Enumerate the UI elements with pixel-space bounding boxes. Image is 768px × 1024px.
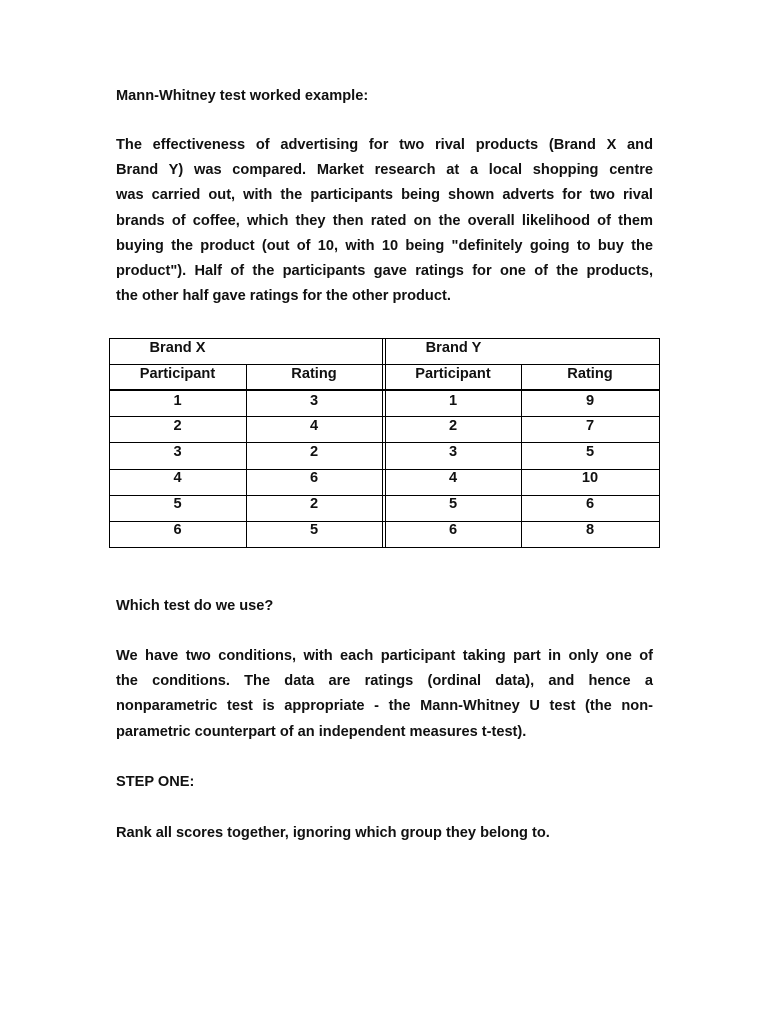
brand-y-participant-cell: 5: [448, 496, 458, 512]
column-header-participant: Participant: [139, 366, 216, 382]
brand-y-rating-cell: 8: [585, 522, 595, 538]
brand-x-participant-cell: 6: [173, 522, 182, 538]
brand-y-participant-cell: 3: [448, 444, 458, 460]
document-title: Mann-Whitney test worked example:: [116, 88, 369, 104]
brand-y-participant-cell: 4: [448, 470, 458, 486]
brand-x-participant-cell: 3: [173, 444, 182, 460]
brand-x-participant-cell: 2: [173, 418, 182, 434]
step-one-heading: STEP ONE:: [116, 774, 195, 790]
intro-line: was carried out, with the participants being shown adverts for two rival: [116, 187, 653, 204]
column-header-participant: Participant: [415, 366, 491, 382]
intro-line: the other half gave ratings for the other product.: [116, 288, 451, 305]
intro-line: buying the product (out of 10, with 10 being "definitely going to buy the: [116, 237, 653, 254]
column-header-rating: Rating: [567, 366, 613, 382]
table-rule: [382, 338, 383, 548]
intro-line: Brand Y) was compared. Market research at a local shopping centre: [116, 162, 653, 179]
brand-x-participant-cell: 5: [173, 496, 182, 512]
brand-x-participant-cell: 4: [173, 470, 182, 486]
brand-x-participant-cell: 1: [173, 393, 182, 409]
brand-y-rating-cell: 7: [585, 418, 595, 434]
brand-x-header: Brand X: [149, 340, 206, 356]
brand-x-rating-cell: 4: [309, 418, 319, 434]
brand-y-header: Brand Y: [425, 340, 482, 356]
brand-y-participant-cell: 1: [448, 393, 458, 409]
answer-line: nonparametric test is appropriate - the Mann-Whitney U test (the non-: [116, 698, 653, 715]
brand-y-rating-cell: 10: [581, 470, 599, 486]
column-header-rating: Rating: [291, 366, 337, 382]
brand-x-rating-cell: 6: [309, 470, 319, 486]
table-rule: [659, 338, 660, 548]
brand-x-rating-cell: 3: [309, 393, 319, 409]
brand-x-rating-cell: 5: [309, 522, 319, 538]
answer-line: We have two conditions, with each participant taking part in only one of: [116, 648, 653, 664]
answer-line: parametric counterpart of an independent measures t-test).: [116, 723, 527, 740]
step-one-text: Rank all scores together, ignoring which group they belong to.: [116, 825, 550, 841]
ratings-table: [109, 338, 660, 548]
brand-y-participant-cell: 6: [448, 522, 458, 538]
question-heading: Which test do we use?: [116, 598, 274, 614]
brand-y-rating-cell: 5: [585, 444, 595, 460]
intro-paragraph: [116, 133, 653, 309]
intro-line: product"). Half of the participants gave ratings for one of the products,: [116, 262, 653, 279]
intro-line: brands of coffee, which they then rated on the overall likelihood of them: [116, 212, 653, 229]
intro-line: The effectiveness of advertising for two rival products (Brand X and: [116, 137, 653, 153]
brand-x-rating-cell: 2: [309, 444, 319, 460]
brand-y-participant-cell: 2: [448, 418, 458, 434]
brand-x-rating-cell: 2: [309, 496, 319, 512]
brand-y-rating-cell: 9: [585, 393, 595, 409]
brand-y-rating-cell: 6: [585, 496, 595, 512]
answer-paragraph: [116, 644, 653, 745]
answer-line: the conditions. The data are ratings (ordinal data), and hence a: [116, 673, 653, 690]
